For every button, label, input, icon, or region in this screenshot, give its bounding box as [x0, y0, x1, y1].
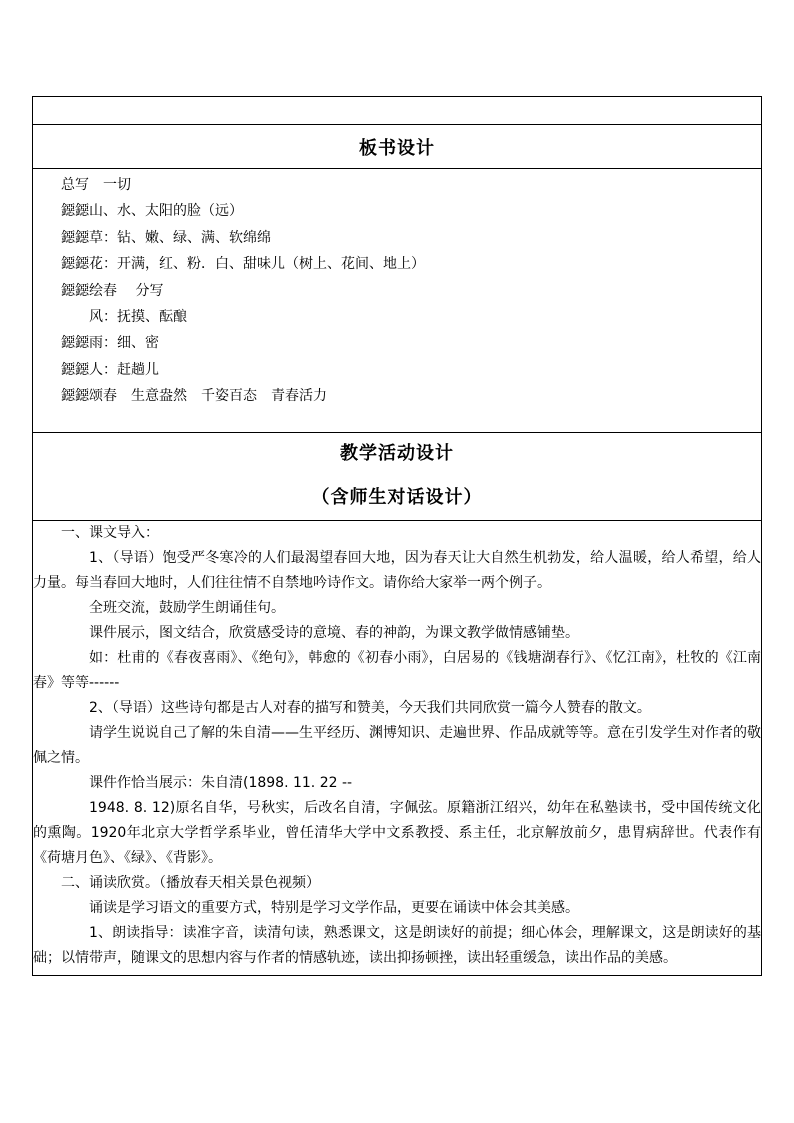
- board-line: 鐚鐚雨：细、密: [61, 335, 159, 352]
- paragraph: 一、课文导入：: [61, 524, 159, 541]
- paragraph: 诵读是学习语文的重要方式，特别是学习文学作品，更要在诵读中体会其美感。: [89, 899, 579, 916]
- activity-content: [33, 521, 761, 975]
- paragraph: 请学生说说自己了解的朱自清——生平经历、渊博知识、走遍世界、作品成就等等。意在引发学生对作者的敬佩之情。: [33, 724, 761, 766]
- paragraph: 二、诵读欣赏。（播放春天相关景色视频）: [61, 874, 320, 891]
- paragraph: 课件展示，图文结合，欣赏感受诗的意境、春的神韵，为课文教学做情感铺垫。: [89, 624, 579, 641]
- board-line: 鐚鐚草：钻、嫩、绿、满、软绵绵: [61, 229, 271, 246]
- paragraph: 全班交流，鼓励学生朗诵佳句。: [89, 599, 285, 616]
- activity-title-row: [33, 433, 761, 521]
- board-line: 风：抚摸、酝酿: [89, 308, 187, 325]
- board-line: 鐚鐚绘春 分写: [61, 282, 164, 299]
- board-line: 鐚鐚颂春 生意盎然 千姿百态 青春活力: [61, 388, 327, 405]
- activity-title: 教学活动设计: [340, 443, 454, 465]
- board-design-content: [33, 169, 761, 433]
- board-line: 总写 一切: [61, 177, 131, 193]
- empty-row: [33, 97, 761, 125]
- lesson-plan-table: [32, 96, 762, 976]
- board-line: 鐚鐚山、水、太阳的脸（远）: [61, 203, 243, 220]
- paragraph: 1、（导语）饱受严冬寒冷的人们最渴望春回大地，因为春天让大自然生机勃发，给人温暖，给人希望，给人力量。每当春回大地时，人们往往情不自禁地吟诗作文。请你给大家举一两个例子。: [33, 549, 761, 591]
- paragraph: 课件作恰当展示：朱自清(1898. 11. 22 --: [89, 774, 353, 791]
- paragraph: 2、（导语）这些诗句都是古人对春的描写和赞美，今天我们共同欣赏一篇今人赞春的散文。: [89, 699, 651, 716]
- board-line: 鐚鐚人：赶趟儿: [61, 361, 159, 378]
- paragraph: 如：杜甫的《春夜喜雨》、《绝句》，韩愈的《初春小雨》，白居易的《钱塘湖春行》、《忆江南》，杜牧的《江南春》等等------: [33, 649, 761, 691]
- paragraph: 1948. 8. 12)原名自华，号秋实，后改名自清，字佩弦。原籍浙江绍兴，幼年在私塾读书，受中国传统文化的熏陶。1920年北京大学哲学系毕业，曾任清华大学中文系教授、系主任，北京解放前夕，患胃病辞世。代表作有《荷塘月色》、《绿》、《背影》。: [33, 799, 761, 866]
- board-title-row: [33, 125, 761, 169]
- paragraph: 1、朗读指导：读准字音，读清句读，熟悉课文，这是朗读好的前提；细心体会，理解课文，这是朗读好的基础；以情带声，随课文的思想内容与作者的情感轨迹，读出抑扬顿挫，读出轻重缓急，读出作品的美感。: [33, 924, 761, 966]
- activity-subtitle: （含师生对话设计）: [311, 487, 483, 509]
- board-title: 板书设计: [359, 137, 435, 159]
- board-line: 鐚鐚花：开满，红、粉．白、甜味儿（树上、花间、地上）: [61, 256, 425, 273]
